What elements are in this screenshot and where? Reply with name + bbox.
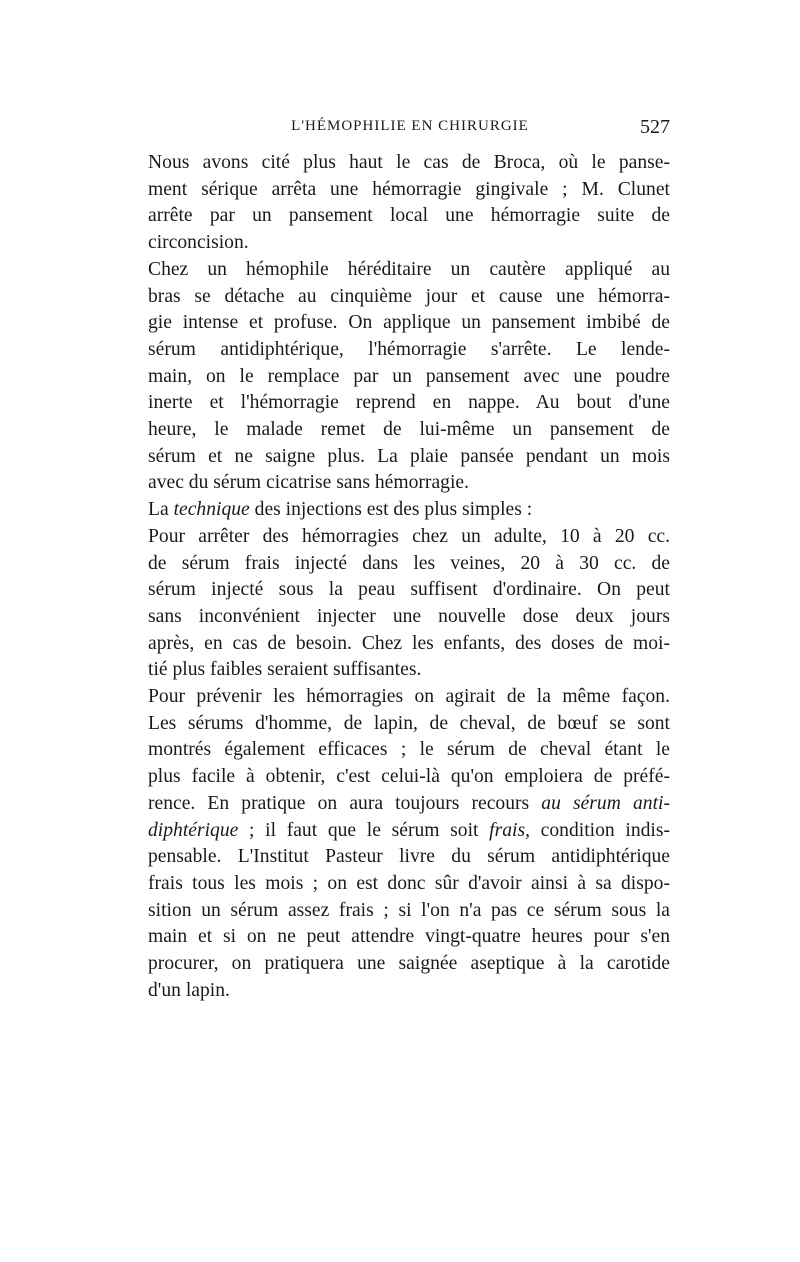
- italic-term: technique: [173, 499, 250, 521]
- text-line: Chez un hémophile héréditaire un cautère appliqué au: [148, 258, 670, 280]
- italic-term: diphtérique: [148, 819, 239, 841]
- text-segment: des injections est des plus simples :: [249, 499, 533, 521]
- text-line: procurer, on pratiquera une saignée aseptique à la carotide: [148, 953, 670, 975]
- paragraph-3: [148, 497, 670, 524]
- text-line: Pour prévenir les hémorragies on agirait de la même façon.: [148, 686, 670, 708]
- text-line: [148, 818, 670, 845]
- text-line: [148, 791, 670, 818]
- text-line: [148, 497, 670, 524]
- text-line: tié plus faibles seraient suffisantes.: [148, 659, 422, 681]
- running-title: L'HÉMOPHILIE EN CHIRURGIE: [291, 118, 529, 134]
- paragraph-6: [148, 711, 670, 1005]
- text-segment: ; il faut que le sérum soit: [238, 819, 490, 841]
- text-line: main, on le remplace par un pansement avec une poudre: [148, 365, 670, 387]
- text-line: de sérum frais injecté dans les veines, 20 à 30 cc. de: [148, 552, 670, 574]
- body-text: [148, 150, 670, 1005]
- text-line: après, en cas de besoin. Chez les enfants, des doses de moi-: [148, 632, 670, 654]
- text-line: sans inconvénient injecter une nouvelle dose deux jours: [148, 605, 670, 627]
- text-line: plus facile à obtenir, c'est celui-là qu'on emploiera de préfé-: [148, 766, 670, 788]
- text-line: avec du sérum cicatrise sans hémorragie.: [148, 472, 469, 494]
- text-segment: rence. En pratique on aura toujours recours: [148, 792, 542, 814]
- running-head: [150, 116, 670, 140]
- text-line: montrés également efficaces ; le sérum de cheval étant le: [148, 739, 670, 761]
- text-line: ment sérique arrêta une hémorragie gingivale ; M. Clunet: [148, 178, 670, 200]
- text-line: d'un lapin.: [148, 979, 230, 1001]
- text-line: Les sérums d'homme, de lapin, de cheval, de bœuf se sont: [148, 712, 670, 734]
- page-number: 527: [640, 116, 670, 138]
- text-line: inerte et l'hémorragie reprend en nappe. Au bout d'une: [148, 392, 670, 414]
- text-line: Pour arrêter des hémorragies chez un adulte, 10 à 20 cc.: [148, 525, 670, 547]
- text-line: gie intense et profuse. On applique un pansement imbibé de: [148, 312, 670, 334]
- paragraph-4: [148, 524, 670, 684]
- text-line: sérum et ne saigne plus. La plaie pansée pendant un mois: [148, 445, 670, 467]
- paragraph-5: [148, 684, 670, 711]
- text-line: Nous avons cité plus haut le cas de Broca, où le panse-: [148, 152, 670, 173]
- text-segment: , condition indis-: [525, 819, 671, 841]
- text-line: sition un sérum assez frais ; si l'on n'a pas ce sérum sous la: [148, 899, 670, 921]
- italic-term: au sérum anti-: [541, 792, 670, 814]
- text-line: main et si on ne peut attendre vingt-quatre heures pour s'en: [148, 926, 670, 948]
- text-line: arrête par un pansement local une hémorragie suite de: [148, 205, 670, 227]
- text-line: sérum injecté sous la peau suffisent d'ordinaire. On peut: [148, 579, 670, 601]
- italic-term: frais: [489, 819, 526, 841]
- text-line: pensable. L'Institut Pasteur livre du sérum antidiphtérique: [148, 846, 670, 868]
- text-line: bras se détache au cinquième jour et cause une hémorra-: [148, 285, 670, 307]
- text-line: sérum antidiphtérique, l'hémorragie s'arrête. Le lende-: [148, 338, 670, 360]
- text-line: heure, le malade remet de lui-même un pansement de: [148, 419, 670, 441]
- text-segment: La: [148, 499, 174, 521]
- text-line: frais tous les mois ; on est donc sûr d'avoir ainsi à sa dispo-: [148, 872, 670, 894]
- text-line: circoncision.: [148, 232, 249, 254]
- paragraph-2: [148, 257, 670, 497]
- paragraph-1: [148, 150, 670, 257]
